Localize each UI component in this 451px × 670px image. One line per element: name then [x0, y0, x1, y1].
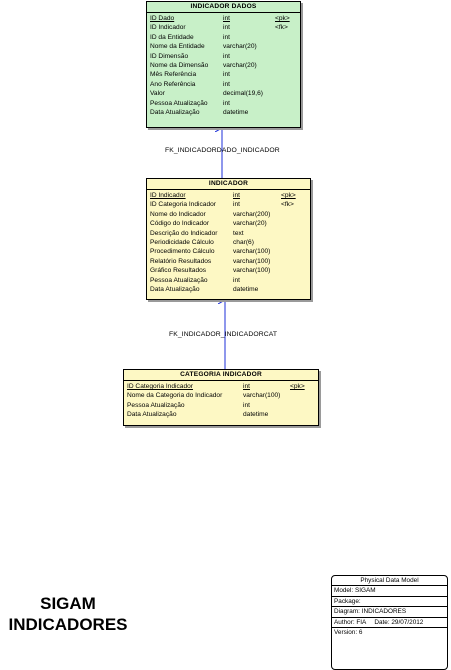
info-model: Model: SIGAM — [332, 586, 447, 596]
relationship-label-fk1: FK_INDICADORDADO_INDICADOR — [165, 147, 280, 154]
column-type: varchar(100) — [233, 248, 271, 256]
column-type: int — [233, 276, 240, 284]
column-type: int — [233, 201, 240, 209]
column-key: <fk> — [275, 24, 288, 32]
column-type: varchar(20) — [233, 220, 267, 228]
column-type: varchar(200) — [233, 210, 271, 218]
entity-column-row — [127, 410, 316, 419]
column-key: <pk> — [275, 15, 290, 22]
entity-column-row — [150, 219, 308, 228]
entity-title: INDICADOR DADOS — [147, 2, 300, 13]
column-name: Ano Referência — [150, 80, 196, 88]
column-type: int — [223, 24, 230, 32]
entity-indicador[interactable] — [146, 178, 311, 300]
column-name: Mês Referência — [150, 71, 197, 79]
column-type: datetime — [243, 411, 269, 419]
column-type: varchar(100) — [243, 392, 281, 400]
column-name: ID Dimensão — [150, 52, 189, 60]
entity-column-row — [150, 285, 308, 294]
entity-column-row — [150, 229, 308, 238]
entity-column-row — [150, 191, 308, 200]
relationship-label-fk2: FK_INDICADOR_INDICADORCAT — [169, 331, 278, 338]
model-title-line1: SIGAM — [40, 594, 96, 613]
model-info-box — [331, 575, 448, 670]
column-type: varchar(100) — [233, 257, 271, 265]
column-name: Nome da Dimensão — [150, 61, 209, 69]
column-name: ID Indicador — [150, 192, 186, 199]
entity-title: INDICADOR — [147, 179, 310, 190]
info-date: Date: 29/07/2012 — [374, 618, 424, 626]
column-name: ID da Entidade — [150, 33, 194, 41]
entity-column-row — [150, 99, 298, 108]
info-package: Package: — [332, 597, 447, 607]
column-name: Pessoa Atualização — [150, 276, 208, 284]
entity-column-row — [150, 266, 308, 275]
column-type: int — [243, 383, 250, 390]
entity-column-row — [150, 33, 298, 42]
column-name: Procedimento Cálculo — [150, 248, 215, 256]
column-name: Pessoa Atualização — [127, 401, 185, 409]
entity-columns — [147, 13, 300, 119]
column-name: Pessoa Atualização — [150, 99, 208, 107]
info-version: Version: 6 — [334, 628, 363, 636]
entity-column-row — [127, 391, 316, 400]
column-type: int — [223, 15, 230, 22]
info-header: Physical Data Model — [332, 576, 447, 586]
column-type: varchar(100) — [233, 267, 271, 275]
model-title — [2, 593, 134, 635]
column-name: Gráfico Resultados — [150, 267, 207, 275]
model-title-line2: INDICADORES — [8, 615, 128, 634]
column-type: varchar(20) — [223, 61, 257, 69]
column-name: Data Atualização — [127, 411, 177, 419]
info-diagram: Diagram: INDICADORES — [332, 607, 447, 617]
column-type: datetime — [233, 285, 259, 293]
entity-column-row — [150, 23, 298, 32]
entity-column-row — [150, 210, 308, 219]
column-key: <pk> — [290, 383, 305, 390]
column-type: int — [223, 33, 230, 41]
column-type: text — [233, 229, 244, 237]
column-name: Data Atualização — [150, 285, 200, 293]
entity-column-row — [150, 14, 298, 23]
entity-columns — [124, 381, 318, 422]
info-author-date — [332, 618, 447, 628]
entity-title: CATEGORIA INDICADOR — [124, 370, 318, 381]
column-name: ID Categoria Indicador — [150, 201, 216, 209]
entity-column-row — [150, 276, 308, 285]
column-type: int — [223, 52, 230, 60]
entity-column-row — [150, 108, 298, 117]
entity-column-row — [150, 89, 298, 98]
column-name: Periodicidade Cálculo — [150, 238, 214, 246]
column-key: <pk> — [281, 192, 296, 199]
column-type: varchar(20) — [223, 43, 257, 51]
column-name: Nome do Indicador — [150, 210, 206, 218]
column-type: int — [223, 71, 230, 79]
entity-column-row — [150, 70, 298, 79]
column-type: int — [233, 192, 240, 199]
column-name: ID Indicador — [150, 24, 186, 32]
column-name: Nome da Entidade — [150, 43, 205, 51]
column-type: int — [223, 80, 230, 88]
entity-column-row — [150, 61, 298, 70]
column-type: int — [243, 401, 250, 409]
column-name: ID Categoria Indicador — [127, 383, 193, 390]
entity-column-row — [150, 52, 298, 61]
column-name: Relatório Resultados — [150, 257, 212, 265]
column-name: Data Atualização — [150, 108, 200, 116]
entity-column-row — [150, 238, 308, 247]
entity-column-row — [127, 401, 316, 410]
column-key: <fk> — [281, 201, 294, 209]
entity-column-row — [150, 247, 308, 256]
entity-column-row — [127, 382, 316, 391]
entity-column-row — [150, 42, 298, 51]
column-name: Valor — [150, 90, 165, 98]
column-name: Nome da Categoria do Indicador — [127, 392, 223, 400]
column-type: decimal(19,6) — [223, 90, 263, 98]
entity-columns — [147, 190, 310, 296]
entity-categoria-indicador[interactable] — [123, 369, 319, 426]
entity-column-row — [150, 80, 298, 89]
column-type: datetime — [223, 108, 249, 116]
column-name: ID Dado — [150, 15, 175, 22]
entity-column-row — [150, 257, 308, 266]
column-type: char(6) — [233, 238, 254, 246]
column-name: Descrição do Indicador — [150, 229, 218, 237]
entity-indicador-dados[interactable] — [146, 1, 301, 128]
column-type: int — [223, 99, 230, 107]
info-author: Author: FIA — [334, 618, 367, 626]
column-name: Código do Indicador — [150, 220, 210, 228]
entity-column-row — [150, 200, 308, 209]
